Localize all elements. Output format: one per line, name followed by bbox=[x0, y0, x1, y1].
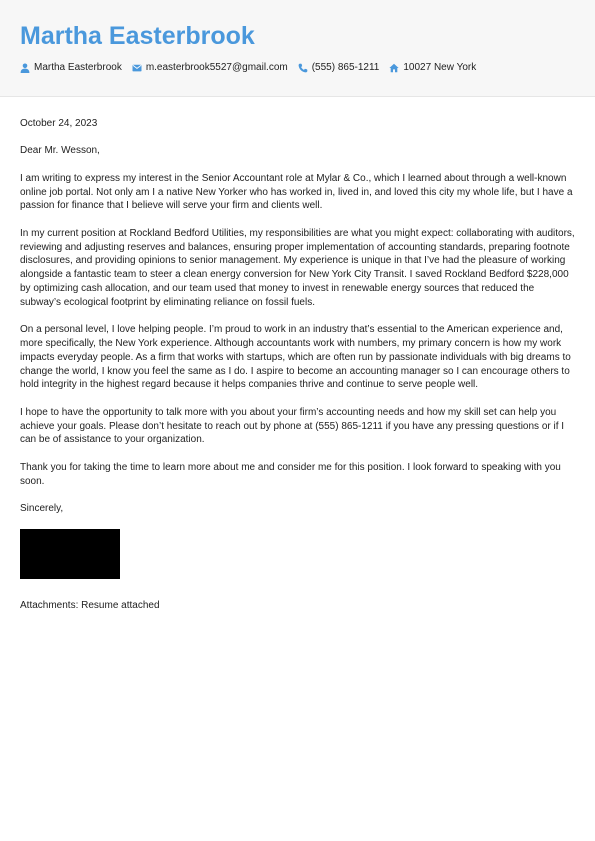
letter-body bbox=[0, 97, 595, 613]
letter-paragraph: In my current position at Rockland Bedford Utilities, my responsibilities are what you might expect: collaborating with auditors, reviewing and adjusting reserves and balances, ensuring proper implementation of accounting standards, preparing footnote disclosures, and providing opinions to senior management. My experience is unique in that I’ve had the pleasure of working alongside a fantastic team to steer a clean energy conversion for New York City Transit. I saved Rockland Bedford $228,000 by optimizing cash allocation, and our team used that money to invest in renewable energy sources that reduced the subway’s ecological footprint by eliminating reliance on fossil fuels. bbox=[20, 227, 575, 308]
home-icon bbox=[389, 63, 399, 73]
contact-email-text: m.easterbrook5527@gmail.com bbox=[145, 62, 288, 73]
contact-address-text: 10027 New York bbox=[403, 62, 477, 73]
letter-paragraph: I am writing to express my interest in the Senior Accountant role at Mylar & Co., which I learned about through a well-known online job portal. Not only am I a native New Yorker who has worked in, lived in, and loved this city my whole life, but I have a passion for finance that I believe will serve your firm and clients well. bbox=[20, 172, 573, 212]
letter-header bbox=[0, 0, 595, 97]
contact-person-text: Martha Easterbrook bbox=[34, 62, 122, 73]
letter-date: October 24, 2023 bbox=[20, 118, 98, 129]
signature-redaction bbox=[20, 529, 120, 579]
phone-icon bbox=[298, 63, 308, 73]
contact-email[interactable] bbox=[132, 62, 288, 73]
letter-paragraph: On a personal level, I love helping people. I’m proud to work in an industry that’s essential to the American experience and, more specifically, the New York experience. Although accountants work with numbers, my primary concern is how my work impacts everyday people. As a firm that works with startups, which are often run by passionate individuals with big dreams to change the world, I know you feel the same as I do. I aspire to become an accounting manager so I can encourage others to hold integrity in the highest regard because it helps companies thrive and continue to serve people well. bbox=[20, 324, 571, 391]
envelope-icon bbox=[132, 63, 142, 73]
letter-salutation: Dear Mr. Wesson, bbox=[20, 145, 100, 157]
contact-person bbox=[20, 62, 122, 73]
letter-closing: Sincerely, bbox=[20, 502, 64, 514]
contact-phone[interactable] bbox=[298, 62, 380, 73]
applicant-name: Martha Easterbrook bbox=[20, 22, 255, 50]
contact-row bbox=[20, 62, 575, 73]
letter-paragraph: Thank you for taking the time to learn more about me and consider me for this position. I look forward to speaking with you soon. bbox=[20, 461, 561, 487]
contact-phone-text: (555) 865-1211 bbox=[311, 62, 380, 73]
letter-paragraph: I hope to have the opportunity to talk more with you about your firm’s accounting needs and how my skill set can help you achieve your goals. Please don’t hesitate to reach out by phone at (555) 865-1211 if you have any pressing questions or if I can be of assistance to your organization. bbox=[20, 406, 565, 446]
contact-address bbox=[389, 62, 476, 73]
letter-attachments: Attachments: Resume attached bbox=[20, 600, 160, 612]
user-icon bbox=[20, 63, 30, 73]
